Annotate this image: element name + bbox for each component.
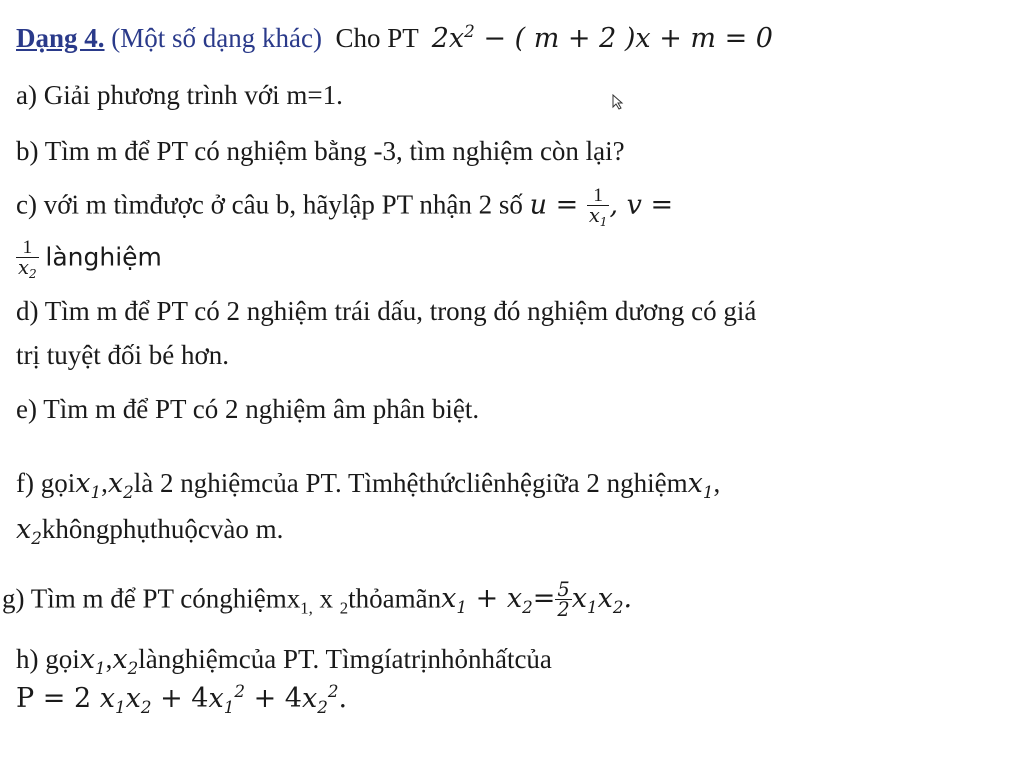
fraction-u-numerator: 1 [593,185,603,206]
g-x1-symbol: x [441,583,457,615]
g-x2: x [312,583,340,614]
h-x2 [112,644,139,678]
item-g [2,580,632,620]
h-comma: , [105,644,113,674]
fraction-u-denominator [587,205,610,228]
g-sub1: 1, [300,598,313,618]
title-line [16,22,773,54]
item-c-v-label: , v = [609,189,674,221]
fraction-u [587,186,610,229]
g-thoaman: thỏamãn [348,583,442,614]
g-x2-symbol: x [506,583,523,615]
equation-part-b: − ( m + 2 )x + m = 0 [474,23,773,55]
item-f-tail: khôngphụthuộcvào m. [41,514,284,544]
item-a-text: a) Giải phương trình với m=1. [16,80,343,110]
item-a [16,80,343,111]
p-term3 [301,681,339,717]
f-x2b [16,514,42,548]
g-x1c-sub: 1 [586,597,598,618]
item-f-line1 [16,468,720,502]
f-x1b [687,468,714,502]
item-g-prefix: g) Tìm m để PT cónghiệmx [2,583,301,614]
item-d-line1 [16,296,756,327]
item-f-line2 [16,514,283,548]
g-fraction-num: 5 [557,578,570,601]
p-term2 [208,681,246,717]
x1-symbol: x [588,204,600,228]
item-d-line2 [16,340,229,371]
f-x2b-sub: 2 [31,527,42,548]
f-x2b-symbol: x [16,514,32,545]
cho-pt-label: Cho PT [335,23,419,54]
g-equals: = [532,583,556,615]
p-x2b-sub: 2 [317,696,328,717]
p-plus4-b: + 4 [245,683,302,715]
item-h-text: lànghiệmcủa PT. Tìmgíatrịnhỏnhấtcủa [138,644,552,674]
item-d-text2: trị tuyệt đối bé hơn. [16,340,229,370]
item-c-text: c) với m tìmđược ở câu b, hãylập PT nhận 2 số [16,189,523,220]
p-x1b-symbol: x [208,683,224,715]
x2-subscript: 2 [28,267,37,282]
h-x2-sub: 2 [127,657,139,678]
item-f-prefix: f) gọi [16,468,76,498]
item-c-u-label: u = [529,189,587,221]
item-h-line1 [16,644,552,678]
p-x2b-symbol: x [301,683,318,715]
g-x2c-symbol: x [597,583,613,615]
item-h-line2 [16,682,347,717]
f-x2-sub: 2 [123,481,134,502]
p-lead: P = 2 [16,683,100,715]
item-b [16,136,625,167]
section-subtitle: (Một số dạng khác) [111,23,322,54]
item-f-middle: là 2 nghiệmcủa PT. Tìmhệthứcliênhệgiữa 2 nghiệm [133,468,688,498]
f-x1b-sub: 1 [702,481,714,502]
f-x2 [107,468,134,502]
item-h-prefix: h) gọi [16,644,80,674]
g-fraction [555,580,571,620]
g-x2-sub: 2 [522,597,533,618]
g-x2c-sub: 2 [612,597,624,618]
item-c [16,186,673,229]
item-c-tail: lànghiệm [45,242,162,272]
item-c-cont [16,238,162,281]
p-plus4-a: + 4 [151,683,209,715]
p-x1-sub: 1 [114,696,126,717]
f-x1-sub: 1 [90,481,102,502]
f-comma2: , [713,468,721,498]
p-x2-symbol: x [125,683,141,715]
section-heading: Dạng 4. [16,23,105,54]
p-exp1: 2 [234,681,246,701]
fraction-v-numerator: 1 [22,237,33,258]
f-x1-symbol: x [75,468,91,499]
item-b-text: b) Tìm m để PT có nghiệm bằng -3, tìm nghiệm còn lại? [16,136,625,166]
g-x1c-symbol: x [571,583,587,615]
mouse-pointer-icon [612,86,624,117]
equation-exponent: 2 [464,21,475,41]
equation [432,23,773,54]
h-x1 [79,644,106,678]
p-exp2: 2 [327,681,339,701]
f-comma: , [101,468,108,498]
x1-subscript: 1 [599,215,608,230]
p-x2-sub: 2 [140,696,152,717]
equation-part-a: 2x [431,23,465,55]
g-plus: + [467,583,507,615]
h-x1-symbol: x [79,644,95,675]
fraction-v-denominator [16,257,39,280]
h-x2-symbol: x [112,644,128,675]
g-sub2: 2 [339,598,349,618]
f-x2-symbol: x [107,468,124,499]
item-e [16,394,479,425]
f-x1b-symbol: x [687,468,703,499]
fraction-v [16,238,39,281]
h-x1-sub: 1 [94,657,106,678]
p-x1-symbol: x [99,683,115,715]
item-e-text: e) Tìm m để PT có 2 nghiệm âm phân biệt. [16,394,480,424]
p-term1 [99,683,152,717]
g-fraction-den: 2 [557,598,570,622]
item-d-text1: d) Tìm m để PT có 2 nghiệm trái dấu, trong đó nghiệm dương có giá [16,296,757,326]
p-x1b-sub: 1 [223,696,235,717]
g-expr: $x_1 + x_2=$ $\frac{5}{2}$ $x_1x_2$. [441,578,633,622]
f-x1 [75,468,102,502]
x2-symbol: x [18,256,29,280]
g-x1-sub: 1 [456,597,468,618]
p-formula: P = 2 $x_1x_2 + 4x_1^2 + 4x_2^2$. [16,681,348,717]
